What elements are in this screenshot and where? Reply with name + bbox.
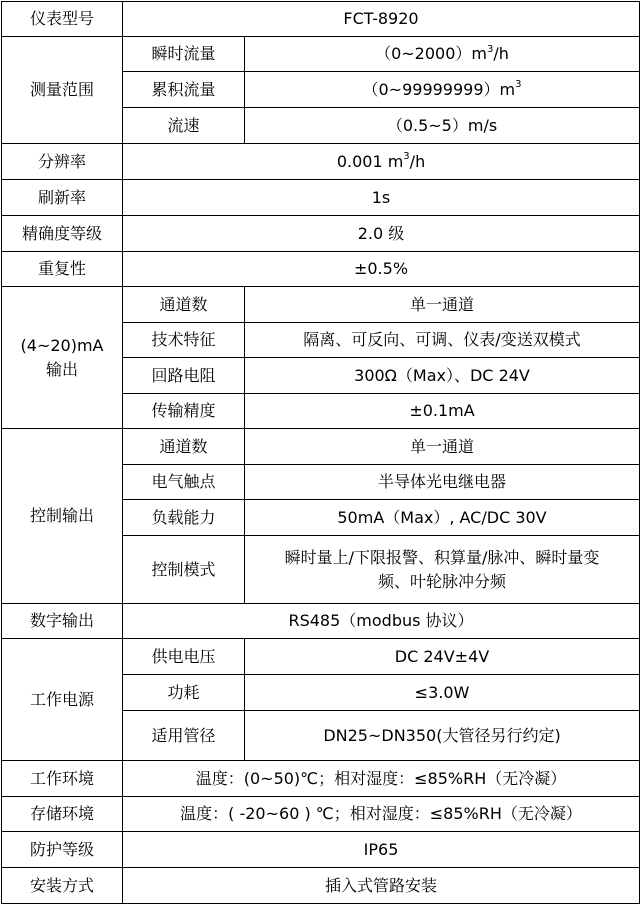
label-range: 测量范围 (2, 37, 123, 144)
label-ma-output-line1: (4~20)mA (20, 335, 104, 355)
value-work-env: 温度：(0~50)℃；相对湿度：≤85%RH（无冷凝） (123, 761, 640, 797)
row-range-instant (2, 37, 640, 72)
label-control-channels: 通道数 (123, 429, 245, 465)
label-install: 安装方式 (2, 868, 123, 904)
row-resolution (2, 144, 640, 180)
value-accuracy: 2.0 级 (123, 216, 640, 252)
row-model (2, 2, 640, 37)
value-power-voltage: DC 24V±4V (245, 639, 640, 675)
row-power-voltage (2, 639, 640, 675)
label-ma-features: 技术特征 (123, 323, 245, 358)
label-ma-precision: 传输精度 (123, 394, 245, 429)
label-control-output: 控制输出 (2, 429, 123, 604)
value-power-consumption: ≤3.0W (245, 675, 640, 711)
spec-table (1, 1, 640, 904)
value-repeatability: ±0.5% (123, 252, 640, 287)
value-control-mode-line1: 瞬时量上/下限报警、积算量/脉冲、瞬时量变 (284, 547, 600, 567)
label-total-flow: 累积流量 (123, 72, 245, 108)
label-storage-env: 存储环境 (2, 797, 123, 832)
label-protection: 防护等级 (2, 832, 123, 868)
row-digital (2, 604, 640, 639)
label-power-pipe: 适用管径 (123, 711, 245, 761)
value-control-load: 50mA（Max）, AC/DC 30V (245, 500, 640, 536)
value-resolution: 0.001 $m^3/h$ (123, 144, 640, 180)
label-velocity: 流速 (123, 108, 245, 144)
value-ma-channels: 单一通道 (245, 287, 640, 323)
row-work-env (2, 761, 640, 797)
label-refresh: 刷新率 (2, 180, 123, 216)
row-ma-channels (2, 287, 640, 323)
value-storage-env: 温度：( -20~60 ) ℃；相对湿度：≤85%RH（无冷凝） (123, 797, 640, 832)
label-control-load: 负载能力 (123, 500, 245, 536)
row-install (2, 868, 640, 904)
value-control-contact: 半导体光电继电器 (245, 465, 640, 500)
label-instant-flow: 瞬时流量 (123, 37, 245, 72)
value-control-mode (245, 536, 640, 604)
value-velocity: （0.5~5）m/s (245, 108, 640, 144)
label-ma-loop: 回路电阻 (123, 358, 245, 394)
value-power-pipe: DN25~DN350(大管径另行约定) (245, 711, 640, 761)
value-install: 插入式管路安装 (123, 868, 640, 904)
label-control-mode: 控制模式 (123, 536, 245, 604)
label-ma-channels: 通道数 (123, 287, 245, 323)
label-accuracy: 精确度等级 (2, 216, 123, 252)
value-ma-features: 隔离、可反向、可调、仪表/变送双模式 (245, 323, 640, 358)
label-resolution: 分辨率 (2, 144, 123, 180)
row-storage-env (2, 797, 640, 832)
label-digital: 数字输出 (2, 604, 123, 639)
label-ma-output (2, 287, 123, 429)
row-control-channels (2, 429, 640, 465)
label-work-env: 工作环境 (2, 761, 123, 797)
value-control-channels: 单一通道 (245, 429, 640, 465)
value-protection: IP65 (123, 832, 640, 868)
row-refresh (2, 180, 640, 216)
value-ma-loop: 300Ω（Max）、DC 24V (245, 358, 640, 394)
row-repeatability (2, 252, 640, 287)
value-control-mode-line2: 频、叶轮脉冲分频 (378, 571, 507, 591)
label-power: 工作电源 (2, 639, 123, 761)
label-model: 仪表型号 (2, 2, 123, 37)
label-power-voltage: 供电电压 (123, 639, 245, 675)
label-ma-output-line2: 输出 (45, 359, 78, 379)
value-total-flow: $(0\sim 99999999)m^3$ (245, 72, 640, 108)
row-protection (2, 832, 640, 868)
value-instant-flow: $(0\sim 2000)m^3/h$ (245, 37, 640, 72)
label-repeatability: 重复性 (2, 252, 123, 287)
value-model: FCT-8920 (123, 2, 640, 37)
label-control-contact: 电气触点 (123, 465, 245, 500)
value-refresh: 1s (123, 180, 640, 216)
value-ma-precision: ±0.1mA (245, 394, 640, 429)
row-accuracy (2, 216, 640, 252)
label-power-consumption: 功耗 (123, 675, 245, 711)
value-digital: RS485（modbus 协议） (123, 604, 640, 639)
